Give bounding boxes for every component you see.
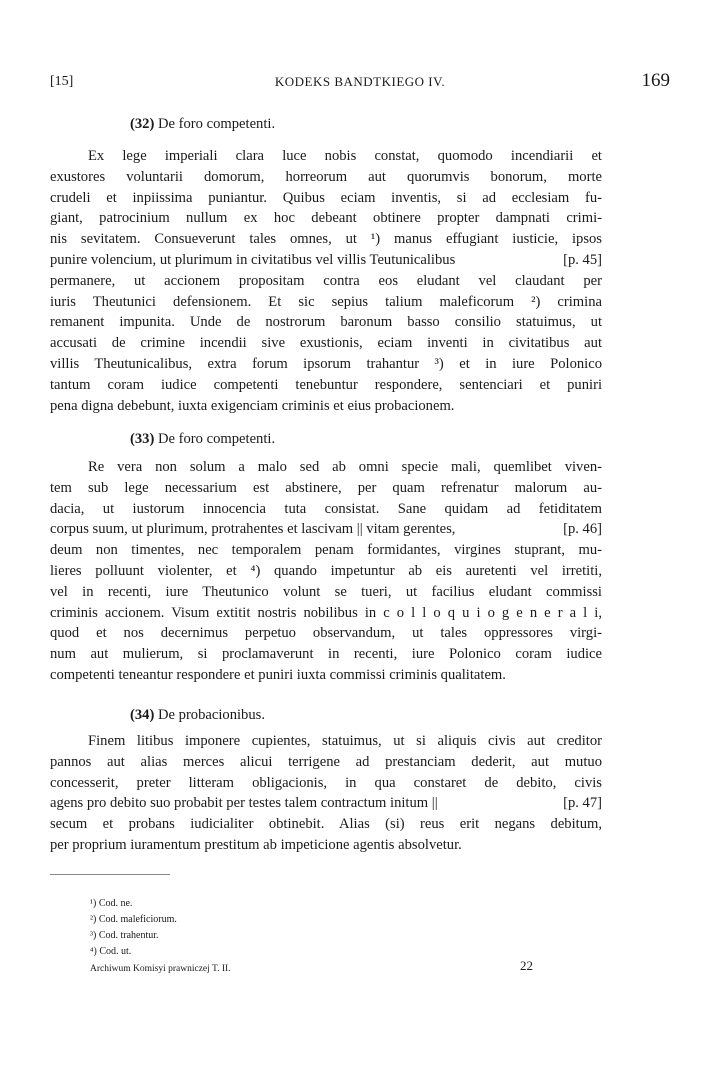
text-line: Ex lege imperiali clara luce nobis constat, quomodo incendiarii et [88,148,602,164]
text-line: punire volencium, ut plurimum in civitatibus vel villis Teutunicalibus [p. 45] [50,250,602,271]
section-title: De probacionibus. [157,707,265,723]
text-line: accusati de crimine incendii sive exustionis, eciam inventi in civitatibus aut [50,335,602,352]
text-line: per proprium iuramentum prestitum ab impeticione agentis absolvetur. [50,836,462,853]
text-line: giant, patrocinium nullum ex hoc debeant obtinere propter dampnati crimi- [50,210,602,227]
section-34 [50,707,602,856]
text-line: tem sub lege necessarium est abstinere, per quam refrenatur malorum au- [50,479,602,496]
footnotes [90,896,177,960]
section-33 [50,431,602,686]
text-line: vel in recenti, iure Theutunico volunt se tueri, ut facilius eludant commissi [50,583,602,600]
sheet-signature-number: 22 [520,958,533,973]
text-line: nis sevitatem. Consueverunt tales omnes, ut ¹) manus effugiant iusticie, ipsos [50,231,602,248]
text-line: pannos aut alias merces alicui terrigene ad prestanciam dederit, aut mutuo [50,753,602,770]
footnote-divider [50,874,170,875]
text-line: criminis accionem. Visum extitit nostris nobilibus in c o l l o q u i o g e n e r a l i, [50,604,602,621]
page-marker: [p. 46] [563,521,602,538]
section-title: De foro competenti. [157,116,276,132]
page-marker: [p. 45] [563,251,602,268]
section-heading [50,707,602,731]
text-line: corpus suum, ut plurimum, protrahentes et lascivam || vitam gerentes, [p. 46] [50,519,602,540]
section-number: (33) [130,431,155,447]
text-line: quod et nos decernimus perpetuo observandum, ut tales oppressores virgi- [50,625,602,642]
footnote: ¹) Cod. ne. [90,898,133,909]
text-line: competenti teneantur respondere et puniri iuxta commissi criminis qualitatem. [50,666,506,683]
text-line: num aut mulierum, si proclamaverunt in recenti, iure Polonico coram iudice [50,646,602,663]
section-text [50,146,602,416]
text-line: remanent impunita. Unde de nostrorum baronum basso consilio statuimus, ut [50,314,602,331]
section-text [50,457,602,686]
section-text [50,731,602,856]
text-line: crudeli et inpiissima puniantur. Quibus eciam inventis, si ad ecclesiam fu- [50,189,602,206]
footnote: ⁴) Cod. ut. [90,946,132,957]
page-number: 169 [641,70,670,91]
printer-signature-text: Archiwum Komisyi prawniczej T. II. [90,964,231,974]
text-line: permanere, ut accionem propositam contra eos eludant vel claudant per [50,272,602,289]
header-bracket-number: [15] [50,74,74,89]
section-number: (34) [130,707,155,723]
text-line: lieres polluunt violenter, et ⁴) quando impetuntur ab eis auretenti vel irretiti, [50,562,602,579]
text-line: exustores voluntarii domorum, horreorum aut quorumvis bonorum, morte [50,168,602,185]
header-title: KODEKS BANDTKIEGO IV. [274,74,446,89]
text-line: iuris Theutunici defensionem. Et sic sepius talium maleficorum ²) crimina [50,293,602,310]
footnote: ²) Cod. maleficiorum. [90,914,177,925]
text-line: deum non timentes, nec temporalem penam formidantes, virgines stuprant, mu- [50,542,602,559]
section-32 [50,116,602,416]
text-line: Re vera non solum a malo sed ab omni specie mali, quemlibet viven- [88,459,602,475]
text-line: concesserit, preter litteram obligacionis, in qua constaret de debito, civis [50,774,602,791]
page-marker: [p. 47] [563,795,602,812]
section-heading [50,116,602,146]
section-number: (32) [130,116,155,132]
text-line: Finem litibus imponere cupientes, statuimus, ut si aliquis civis aut creditor [88,733,602,749]
section-title: De foro competenti. [157,431,276,447]
text-line: tantum coram iudice competenti tenebuntur respondere, sentenciari et puniri [50,376,602,393]
text-line: pena digna debebunt, iuxta exigenciam criminis et eius probacionem. [50,397,455,414]
text-line: dacia, ut iustorum innocencia tuta consistat. Sane quidam ad fetiditatem [50,500,602,517]
text-line: secum et probans iudicialiter obtinebit. Alias (si) reus erit negans debitum, [50,816,602,833]
text-line: villis Theutunicalibus, extra forum ipsorum trahantur ³) et in iure Polonico [50,355,602,372]
section-heading [50,431,602,457]
running-header [50,70,670,94]
footnote: ³) Cod. trahentur. [90,930,159,941]
text-line: agens pro debito suo probabit per testes talem contractum initum || [p. 47] [50,793,602,814]
